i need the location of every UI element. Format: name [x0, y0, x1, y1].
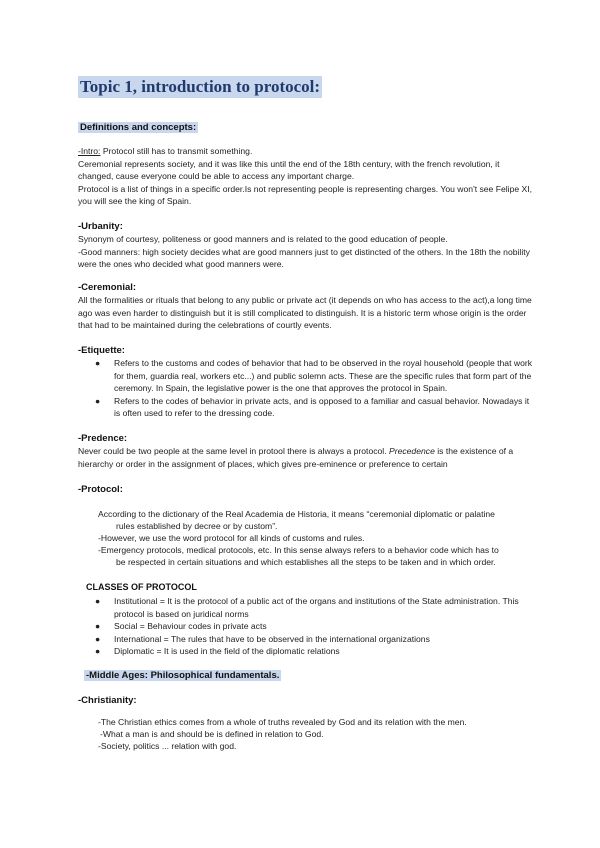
protocol-heading: -Protocol: — [78, 484, 123, 495]
protocol-line-1b: rules established by decree or by custom”. — [116, 521, 278, 531]
list-item: ● International = The rules that have to be observed in the international organizations — [95, 633, 430, 644]
protocol-line-3: -Emergency protocols, medical protocols, etc. In this sense always refers to a behavior code which has to — [98, 545, 499, 555]
page-title: Topic 1, introduction to protocol: — [80, 77, 321, 96]
christianity-line-2: -What a man is and should be is defined in relation to God. — [100, 729, 324, 739]
intro-line-1: Protocol still has to transmit something. — [100, 146, 253, 156]
protocol-line-1: According to the dictionary of the Real Academia de Historia, it means “ceremonial diplomatic or palatine — [98, 509, 495, 519]
etiquette-list — [92, 357, 534, 420]
list-item: ● Refers to the codes of behavior in private acts, and is opposed to a familiar and casual behavior. Nowadays it is often used to refer to the dressing code. — [95, 395, 530, 418]
protocol-line-2: -However, we use the word protocol for all kinds of customs and rules. — [98, 533, 365, 543]
ceremonial-paragraph: All the formalities or rituals that belong to any public or private act (it depends on who has access to the act),a long time ago was even harder to distinguish but it is still complicated to distinguish. It is a historic term whose origin is the order that had to be maintained during the celebrations of courtly events. — [78, 295, 532, 330]
middle-ages-heading: -Middle Ages: Philosophical fundamentals. — [86, 670, 280, 681]
protocol-line-3b: be respected in certain situations and which establishes all the steps to be taken and in which order. — [116, 557, 496, 567]
urbanity-heading: -Urbanity: — [78, 221, 123, 232]
list-item: ● Refers to the customs and codes of behavior that had to be observed in the royal household (people that work for them, guardia real, workers etc...) and public solemn acts. These are the specific rules that form part of the ceremony. In Spain, the legislative power is the one that approves the protocol in Spain. — [95, 358, 533, 393]
intro-line-3: Protocol is a list of things in a specific order.Is not representing people is representing charges. You won't see Felipe XI, you will see the king of Spain. — [78, 183, 533, 206]
urbanity-line-2: -Good manners: high society decides what are good manners just to get distincted of the others. In the 18th the nobility were the ones who decided what good manners were. — [78, 246, 530, 269]
urbanity-line-1: Synonym of courtesy, politeness or good manners and is related to the good education of people. — [78, 234, 448, 244]
ceremonial-heading: -Ceremonial: — [78, 282, 137, 293]
etiquette-heading: -Etiquette: — [78, 345, 125, 356]
christianity-line-1: -The Christian ethics comes from a whole of truths revealed by God and its relation with the men. — [98, 717, 467, 727]
intro-paragraph — [78, 145, 533, 208]
urbanity-paragraph — [78, 233, 533, 271]
intro-line-2: Ceremonial represents society, and it was like this until the end of the 18th century, with the french revolution, it changed, cause everyone could be able to access any important charge. — [78, 158, 500, 181]
list-item: ● Diplomatic = It is used in the field of the diplomatic relations — [95, 646, 340, 656]
christianity-line-3: -Society, politics ... relation with god. — [98, 741, 237, 751]
list-item: ● Social = Behaviour codes in private acts — [95, 621, 267, 631]
predence-heading: -Predence: — [78, 433, 128, 444]
classes-list — [92, 595, 534, 658]
christianity-heading: -Christianity: — [78, 695, 137, 706]
definitions-heading: Definitions and concepts: — [80, 122, 197, 133]
predence-paragraph: Never could be two people at the same level in protool there is always a protocol. Precedence is the existence of a hierarchy or order in the assignment of places, which gives pre-eminence or preference to certain — [78, 446, 514, 469]
classes-heading: CLASSES OF PROTOCOL — [86, 582, 197, 592]
intro-label: -Intro: — [78, 146, 101, 156]
list-item: ● Institutional = It is the protocol of a public act of the organs and institutions of the State administration. This protocol is based on juridical norms — [95, 596, 519, 619]
